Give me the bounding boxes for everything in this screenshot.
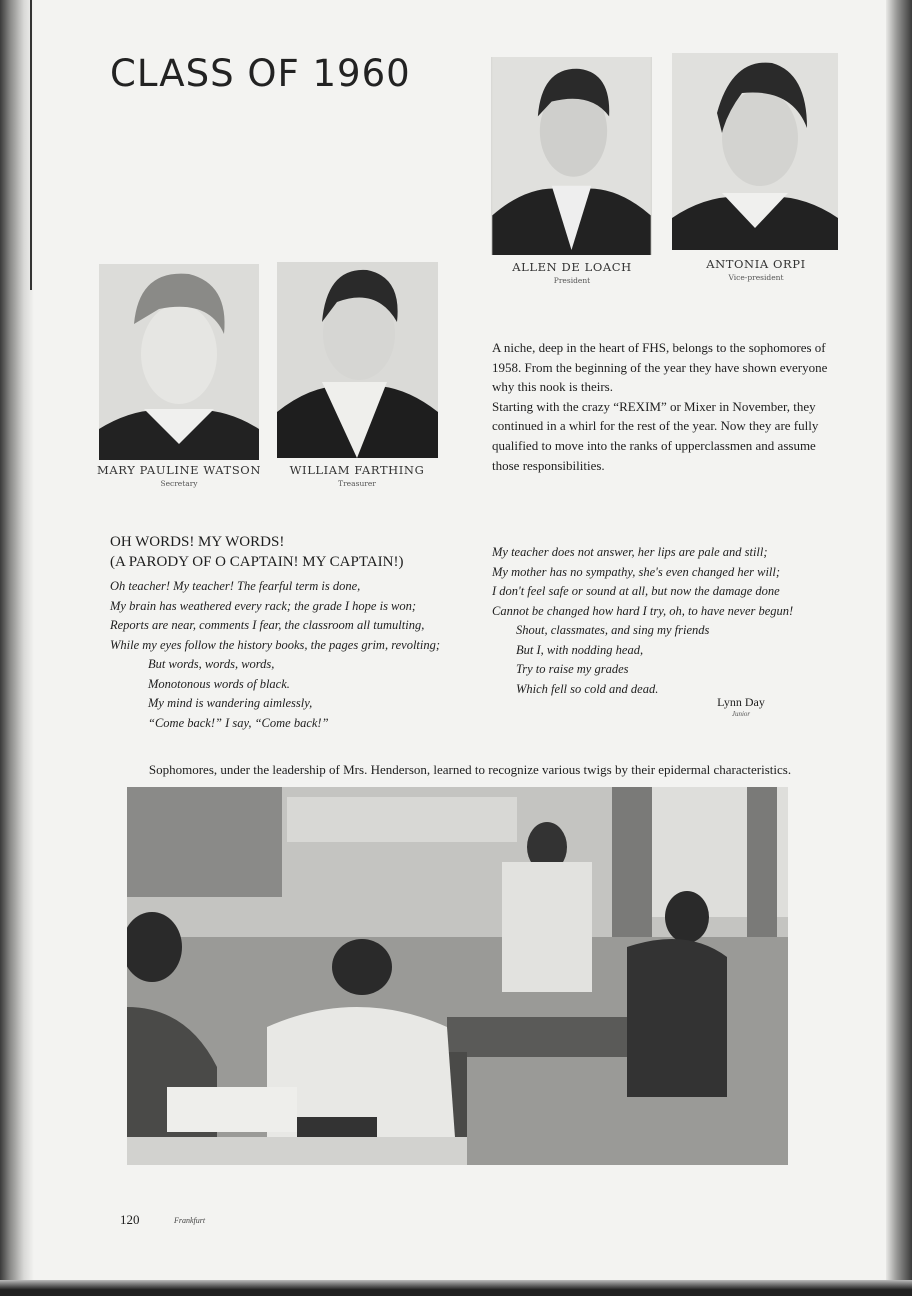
- poem-author: [700, 695, 782, 718]
- officer-role: President: [553, 276, 591, 285]
- caption-antonia-orpi: [656, 257, 856, 282]
- intro-paragraph: A niche, deep in the heart of FHS, belongs to the sophomores of 1958. From the beginning of the year they have shown everyone why this nook is theirs.: [492, 340, 828, 395]
- caption-allen-de-loach: [472, 260, 672, 285]
- poem-line: My teacher does not answer, her lips are pale and still;: [492, 545, 768, 559]
- poem-line: My brain has weathered every rack; the grade I hope is won;: [110, 598, 417, 613]
- poem-title-line: OH WORDS! MY WORDS!: [110, 534, 285, 550]
- page-title: CLASS OF 1960: [110, 52, 411, 95]
- poem-line: But words, words, words,: [148, 657, 275, 671]
- author-name: Lynn Day: [717, 695, 765, 709]
- intro-text: [492, 338, 844, 475]
- poem-title: [110, 532, 403, 572]
- publication-name: Frankfurt: [174, 1216, 206, 1225]
- poem-subtitle: (A PARODY OF O CAPTAIN! MY CAPTAIN!): [110, 554, 404, 570]
- poem-line: I don't feel safe or sound at all, but now the damage done: [492, 584, 780, 598]
- portrait-allen-de-loach: [491, 57, 652, 255]
- poem-line: Which fell so cold and dead.: [516, 681, 659, 696]
- poem-line: “Come back!” I say, “Come back!”: [148, 715, 329, 730]
- poem-line: Shout, classmates, and sing my friends: [516, 623, 710, 637]
- poem-line: Oh teacher! My teacher! The fearful term is done,: [110, 579, 361, 593]
- officer-name: ALLEN DE LOACH: [512, 260, 632, 274]
- poem-line: My mind is wandering aimlessly,: [148, 696, 313, 710]
- classroom-photo: [127, 787, 788, 1165]
- page-binding: [0, 0, 34, 1296]
- poem-line: While my eyes follow the history books, the pages grim, revolting;: [110, 637, 441, 652]
- intro-paragraph: Starting with the crazy “REXIM” or Mixer in November, they continued in a whirl for the rest of the year. Now they are fully qualified to move into the ranks of upperclassmen and assume those responsibilities.: [492, 398, 819, 473]
- page-edge: [886, 0, 912, 1296]
- author-class: Junior: [731, 710, 751, 718]
- caption-mary-pauline-watson: [79, 463, 279, 488]
- officer-role: Treasurer: [338, 479, 376, 488]
- poem-line: Cannot be changed how hard I try, oh, to have never begun!: [492, 603, 794, 618]
- poem-line: Reports are near, comments I fear, the classroom all tumulting,: [110, 618, 425, 632]
- officer-name: WILLIAM FARTHING: [289, 463, 425, 477]
- officer-name: MARY PAULINE WATSON: [97, 463, 261, 477]
- poem-line: Monotonous words of black.: [148, 676, 290, 691]
- poem-stanza-right: [492, 543, 852, 699]
- portrait-william-farthing: [277, 262, 438, 458]
- photo-caption: Sophomores, under the leadership of Mrs. Henderson, learned to recognize various twigs by their epidermal characteristics.: [148, 762, 792, 777]
- portrait-mary-pauline-watson: [99, 264, 259, 460]
- portrait-antonia-orpi: [672, 53, 838, 250]
- poem-line: My mother has no sympathy, she's even changed her will;: [492, 564, 781, 579]
- officer-name: ANTONIA ORPI: [706, 257, 806, 271]
- page-bottom-edge: [0, 1280, 912, 1296]
- poem-line: Try to raise my grades: [516, 662, 629, 676]
- poem-stanza-left: [110, 577, 470, 733]
- officer-role: Vice-president: [728, 273, 784, 282]
- caption-william-farthing: [257, 463, 457, 488]
- officer-role: Secretary: [160, 479, 198, 488]
- poem-line: But I, with nodding head,: [516, 642, 644, 657]
- page-number: 120: [120, 1212, 140, 1227]
